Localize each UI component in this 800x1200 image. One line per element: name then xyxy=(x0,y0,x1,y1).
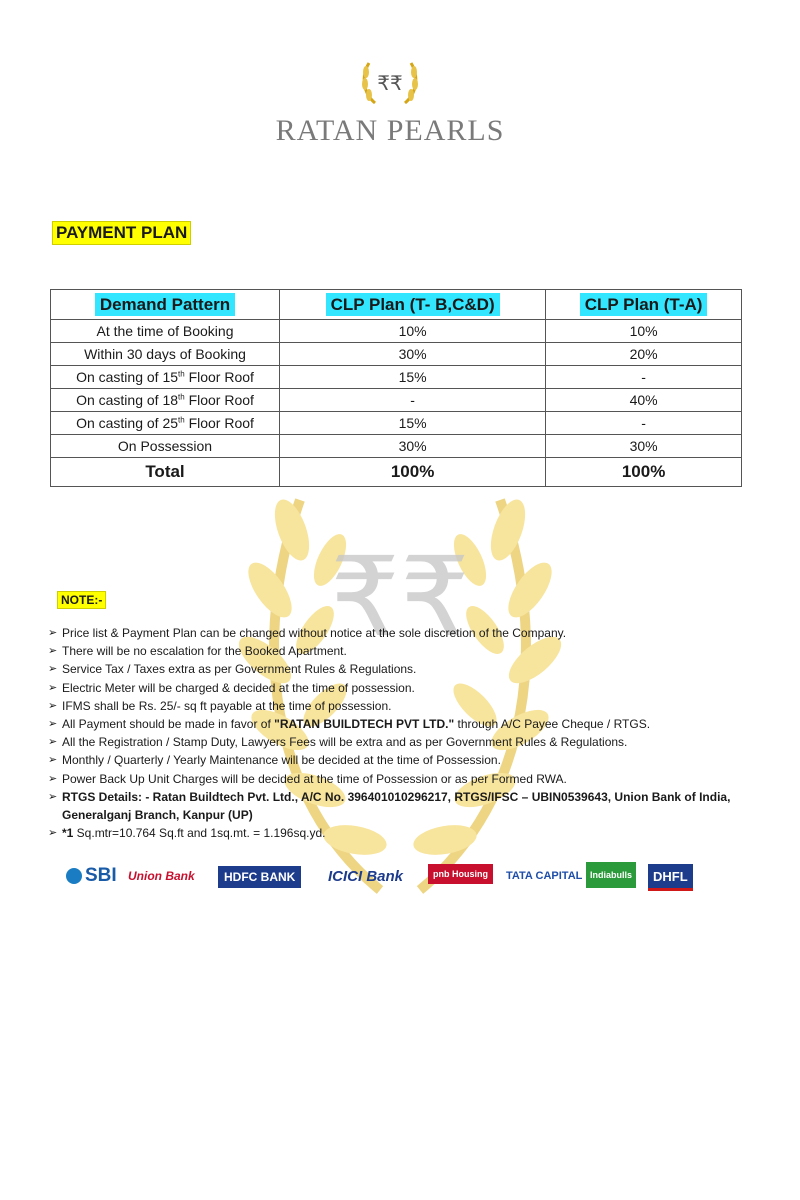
row-label: At the time of Booking xyxy=(51,320,280,343)
total-ta: 100% xyxy=(546,458,742,487)
list-item: ➢ There will be no escalation for the Booked Apartment. xyxy=(48,642,778,660)
table-row xyxy=(51,366,742,389)
table-row xyxy=(51,412,742,435)
payment-plan-title: PAYMENT PLAN xyxy=(52,221,191,245)
arrow-bullet-icon: ➢ xyxy=(48,681,58,694)
header-clp-bcd: CLP Plan (T- B,C&D) xyxy=(280,290,546,320)
table-row xyxy=(51,343,742,366)
payment-plan-table xyxy=(50,289,742,487)
table-row xyxy=(51,435,742,458)
table-total-row xyxy=(51,458,742,487)
arrow-bullet-icon: ➢ xyxy=(48,645,58,658)
rtgs-details: ➢ RTGS Details: - Ratan Buildtech Pvt. Ltd., A/C No. 396401010296217, RTGS/IFSC – UBIN0539643, Union Bank of India, Generalganj Branch, Kanpur (UP) xyxy=(48,789,731,823)
arrow-bullet-icon: ➢ xyxy=(48,790,58,803)
total-bcd: 100% xyxy=(280,458,546,487)
row-ta: 10% xyxy=(546,320,742,343)
row-bcd: - xyxy=(280,389,546,412)
svg-text:₹₹: ₹₹ xyxy=(330,537,470,659)
union-bank-logo: Union Bank xyxy=(128,869,195,883)
arrow-bullet-icon: ➢ xyxy=(48,754,58,767)
row-bcd: 15% xyxy=(280,366,546,389)
icici-bank-logo: ICICI Bank xyxy=(328,867,404,885)
row-ta: - xyxy=(546,412,742,435)
indiabulls-logo: Indiabulls xyxy=(586,862,636,888)
pnb-housing-logo: pnb Housing xyxy=(428,864,493,884)
rp-laurel-emblem-icon xyxy=(355,58,425,108)
row-bcd: 30% xyxy=(280,435,546,458)
list-item: ➢ Power Back Up Unit Charges will be decided at the time of Possession or as per Formed RWA. xyxy=(48,770,778,788)
row-label: On casting of 18th Floor Roof xyxy=(51,389,280,412)
row-bcd: 30% xyxy=(280,343,546,366)
brand-logo xyxy=(255,58,525,158)
row-label: Within 30 days of Booking xyxy=(51,343,280,366)
arrow-bullet-icon: ➢ xyxy=(48,736,58,749)
table-row xyxy=(51,389,742,412)
row-label: On Possession xyxy=(51,435,280,458)
arrow-bullet-icon: ➢ xyxy=(48,627,58,639)
row-ta: - xyxy=(546,366,742,389)
header-clp-ta: CLP Plan (T-A) xyxy=(546,290,742,320)
brand-name: RATAN PEARLS xyxy=(275,114,505,147)
row-bcd: 10% xyxy=(280,320,546,343)
row-label: On casting of 25th Floor Roof xyxy=(51,412,280,435)
svg-text:₹₹: ₹₹ xyxy=(377,73,403,95)
list-item: ➢ Monthly / Quarterly / Yearly Maintenance will be decided at the time of Possession. xyxy=(48,751,778,769)
sbi-icon xyxy=(66,868,82,884)
partner-banks xyxy=(66,862,716,892)
row-ta: 20% xyxy=(546,343,742,366)
row-label: On casting of 15th Floor Roof xyxy=(51,366,280,389)
total-label: Total xyxy=(51,458,280,487)
hdfc-bank-logo: HDFC BANK xyxy=(218,866,301,888)
header-demand-pattern: Demand Pattern xyxy=(51,290,280,320)
dhfl-logo: DHFL xyxy=(648,864,693,891)
notes-list xyxy=(48,624,778,842)
table-header-row xyxy=(51,290,742,320)
list-item: ➢ All Payment should be made in favor of "RATAN BUILDTECH PVT LTD." through A/C Payee Cheque / RTGS. xyxy=(48,715,778,733)
list-item: ➢ IFMS shall be Rs. 25/- sq ft payable at the time of possession. xyxy=(48,697,778,715)
row-ta: 30% xyxy=(546,435,742,458)
row-bcd: 15% xyxy=(280,412,546,435)
arrow-bullet-icon: ➢ xyxy=(48,699,58,712)
arrow-bullet-icon: ➢ xyxy=(48,718,58,731)
arrow-bullet-icon: ➢ xyxy=(48,663,58,676)
list-item: ➢ Service Tax / Taxes extra as per Government Rules & Regulations. xyxy=(48,660,778,678)
sbi-logo: SBI xyxy=(66,862,117,890)
row-ta: 40% xyxy=(546,389,742,412)
list-item: ➢ All the Registration / Stamp Duty, Lawyers Fees will be extra and as per Government Rules & Regulations. xyxy=(48,733,778,751)
list-item: ➢ Price list & Payment Plan can be changed without notice at the sole discretion of the Company. xyxy=(48,624,778,642)
note-title: NOTE:- xyxy=(57,591,106,609)
arrow-bullet-icon: ➢ xyxy=(48,772,58,785)
table-row xyxy=(51,320,742,343)
list-item: ➢ Electric Meter will be charged & decided at the time of possession. xyxy=(48,679,778,697)
arrow-bullet-icon: ➢ xyxy=(48,827,58,840)
list-item: ➢ *1 Sq.mtr=10.764 Sq.ft and 1sq.mt. = 1.196sq.yd. xyxy=(48,824,778,842)
tata-capital-logo: TATA CAPITAL xyxy=(506,870,583,882)
